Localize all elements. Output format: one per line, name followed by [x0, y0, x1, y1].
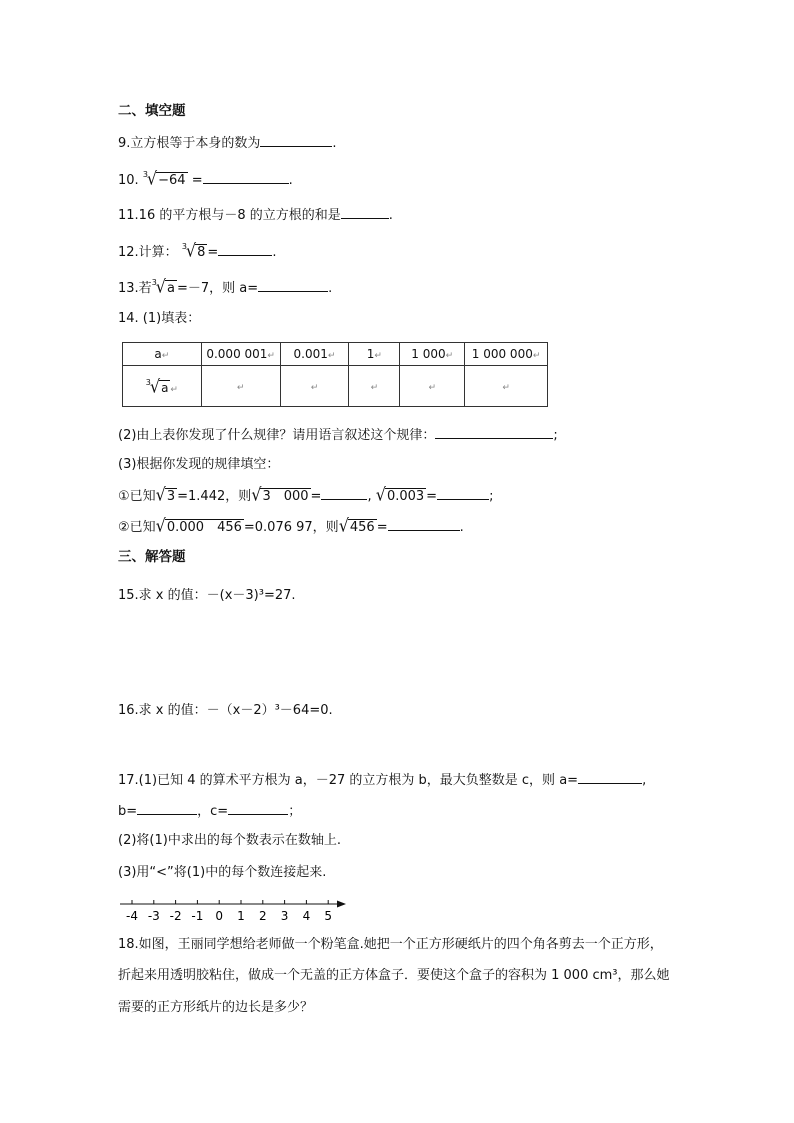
radical-sign-icon: √ — [149, 375, 161, 397]
cube-root-expression — [152, 278, 177, 299]
number-line-axis — [120, 900, 346, 926]
equals: = — [207, 245, 219, 260]
table-cell — [400, 343, 465, 366]
cell-label: a — [154, 347, 162, 361]
answer-blank[interactable] — [218, 242, 272, 256]
answer-blank[interactable] — [258, 278, 328, 292]
number-line-label: 1 — [237, 909, 245, 923]
question-11 — [118, 205, 393, 225]
table-cell — [465, 343, 548, 366]
table-cell — [280, 343, 349, 366]
number-line-label: 4 — [302, 909, 311, 923]
q13-mid: =－7，则 a= — [176, 281, 259, 296]
return-mark-icon: ↵ — [428, 383, 437, 393]
radicand: 8 — [197, 245, 206, 260]
q11-end: . — [388, 208, 393, 223]
answer-blank[interactable] — [228, 801, 288, 815]
q14-p2-text: (2)由上表你发现了什么规律？请用语言叙述这个规律： — [118, 428, 436, 443]
answer-blank[interactable] — [203, 170, 289, 184]
answer-cell[interactable] — [349, 366, 400, 407]
answer-blank[interactable] — [388, 517, 460, 531]
question-14-title: 14. (1)填表： — [118, 311, 201, 326]
radical-sign-icon: √ — [185, 240, 197, 261]
number-line-label: -2 — [169, 909, 182, 923]
number-line-label: 0 — [215, 909, 224, 923]
table-cell — [123, 343, 202, 366]
table-row — [123, 366, 548, 407]
answer-cell[interactable] — [465, 366, 548, 407]
equals: = — [426, 489, 438, 504]
number-line-label: -4 — [126, 909, 138, 923]
cube-root-table — [122, 342, 548, 407]
answer-cell[interactable] — [400, 366, 465, 407]
q9-end: . — [332, 136, 337, 151]
radicand: 3 000 — [262, 489, 309, 504]
root-index: 3 — [145, 377, 151, 387]
return-mark-icon: ↵ — [445, 351, 454, 361]
number-line — [120, 900, 346, 926]
cube-root-expression — [146, 377, 171, 396]
radical-sign-icon: √ — [375, 484, 386, 505]
question-17-part2: (2)将(1)中求出的每个数表示在数轴上. — [118, 833, 341, 848]
return-mark-icon: ↵ — [370, 383, 379, 393]
comma: , — [367, 489, 372, 504]
c-label: ，c= — [197, 804, 229, 819]
return-mark-icon: ↵ — [327, 351, 336, 361]
return-mark-icon: ↵ — [374, 351, 382, 361]
radicand: −64 — [158, 173, 186, 188]
radicand: 456 — [349, 520, 375, 535]
question-14-item1 — [118, 486, 493, 506]
q13-end: . — [328, 281, 333, 296]
radicand: 3 — [166, 489, 176, 504]
radicand: 0.003 — [386, 489, 425, 504]
question-14-item2 — [118, 517, 464, 537]
root-expression — [339, 517, 377, 537]
radical-sign-icon: √ — [146, 168, 158, 189]
root-expression — [156, 517, 244, 537]
q10-number: 10. — [118, 173, 139, 188]
arrow-right-icon — [337, 901, 346, 908]
equals: = — [376, 520, 388, 535]
number-line-label: 2 — [258, 909, 267, 923]
return-mark-icon: ↵ — [532, 351, 541, 361]
item1-prefix: ①已知 — [118, 489, 156, 504]
radicand: a — [166, 281, 175, 296]
equals: = — [310, 489, 322, 504]
root-index: 3 — [151, 278, 157, 287]
b-label: b= — [118, 804, 138, 819]
radical-sign-icon: √ — [338, 515, 349, 536]
q9-text: 9.立方根等于本身的数为 — [118, 136, 261, 151]
root-expression — [376, 486, 426, 506]
answer-blank[interactable] — [435, 425, 553, 439]
q17-l2-end: ； — [288, 804, 302, 819]
table-cell — [201, 343, 280, 366]
item2-prefix: ②已知 — [118, 520, 156, 535]
return-mark-icon: ↵ — [267, 351, 275, 361]
root-expression — [156, 486, 177, 506]
root-index: 3 — [181, 242, 187, 251]
q17-text: 17.(1)已知 4 的算术平方根为 a，－27 的立方根为 b，最大负整数是 c，则 a= — [118, 773, 579, 788]
table-cell — [349, 343, 400, 366]
radical-sign-icon: √ — [155, 515, 166, 536]
answer-blank[interactable] — [341, 205, 389, 219]
number-line-label: 5 — [324, 909, 333, 923]
question-15: 15.求 x 的值：－(x－3)³=27. — [118, 588, 296, 603]
return-mark-icon: ↵ — [310, 383, 319, 393]
equals: = — [191, 173, 203, 188]
radicand: a — [161, 380, 169, 395]
question-9 — [118, 133, 337, 153]
section-heading-solve: 三、解答题 — [118, 549, 186, 565]
cell-value: 0.001 — [293, 347, 328, 361]
radical-sign-icon: √ — [155, 484, 166, 505]
cell-value: 1 — [366, 347, 375, 361]
number-line-label: -3 — [147, 909, 160, 923]
item1-end: ; — [489, 489, 494, 504]
question-16: 16.求 x 的值：－（x－2）³－64=0. — [118, 703, 333, 718]
section-heading-fill-in: 二、填空题 — [118, 103, 186, 119]
root-expression — [251, 486, 310, 506]
question-14-part2 — [118, 425, 558, 445]
question-12 — [118, 242, 276, 263]
cell-value: 1 000 — [411, 347, 446, 361]
q10-end: . — [288, 173, 293, 188]
answer-blank[interactable] — [260, 133, 332, 147]
radical-sign-icon: √ — [155, 276, 166, 297]
answer-blank[interactable] — [321, 486, 367, 500]
answer-blank[interactable] — [137, 801, 197, 815]
return-mark-icon: ↵ — [170, 384, 178, 395]
return-mark-icon: ↵ — [161, 351, 170, 361]
root-index: 3 — [142, 170, 148, 179]
question-13 — [118, 278, 332, 299]
item1-mid: =1.442，则 — [177, 489, 252, 504]
q13-text: 13.若 — [118, 281, 152, 296]
q11-text: 11.16 的平方根与－8 的立方根的和是 — [118, 208, 341, 223]
question-17-line2 — [118, 801, 301, 821]
table-row — [123, 343, 548, 366]
question-18-line3: 需要的正方形纸片的边长是多少？ — [118, 1000, 314, 1015]
radicand: 0.000 456 — [166, 520, 242, 535]
answer-cell[interactable] — [280, 366, 349, 407]
radical-sign-icon: √ — [251, 484, 262, 505]
question-17-part3: (3)用“<”将(1)中的每个数连接起来. — [118, 865, 327, 880]
question-10 — [118, 170, 293, 191]
cell-value: 1 000 000 — [471, 347, 533, 361]
q12-end: . — [272, 245, 277, 260]
question-14-part3: (3)根据你发现的规律填空： — [118, 457, 280, 472]
q12-text: 12.计算： — [118, 245, 178, 260]
number-line-label: 3 — [280, 909, 289, 923]
item2-mid: =0.076 97，则 — [243, 520, 339, 535]
answer-blank[interactable] — [437, 486, 489, 500]
number-line-label: -1 — [191, 909, 204, 923]
q17-l1-end: , — [642, 773, 647, 788]
item2-end: . — [459, 520, 464, 535]
cell-value: 0.000 001 — [206, 347, 268, 361]
cube-root-expression — [143, 170, 188, 191]
question-18-line2: 折起来用透明胶粘住，做成一个无盖的正方体盒子．要使这个盒子的容积为 1 000 cm³，那么她 — [118, 968, 670, 983]
question-17-line1 — [118, 770, 646, 790]
answer-blank[interactable] — [578, 770, 642, 784]
q14-p2-end: ; — [553, 428, 558, 443]
return-mark-icon: ↵ — [502, 383, 510, 393]
question-18-line1: 18.如图，王丽同学想给老师做一个粉笔盒.她把一个正方形硬纸片的四个角各剪去一个正方形， — [118, 937, 663, 952]
answer-cell[interactable] — [201, 366, 280, 407]
cube-root-expression — [182, 242, 208, 263]
table-cell — [123, 366, 202, 407]
return-mark-icon: ↵ — [236, 383, 245, 393]
